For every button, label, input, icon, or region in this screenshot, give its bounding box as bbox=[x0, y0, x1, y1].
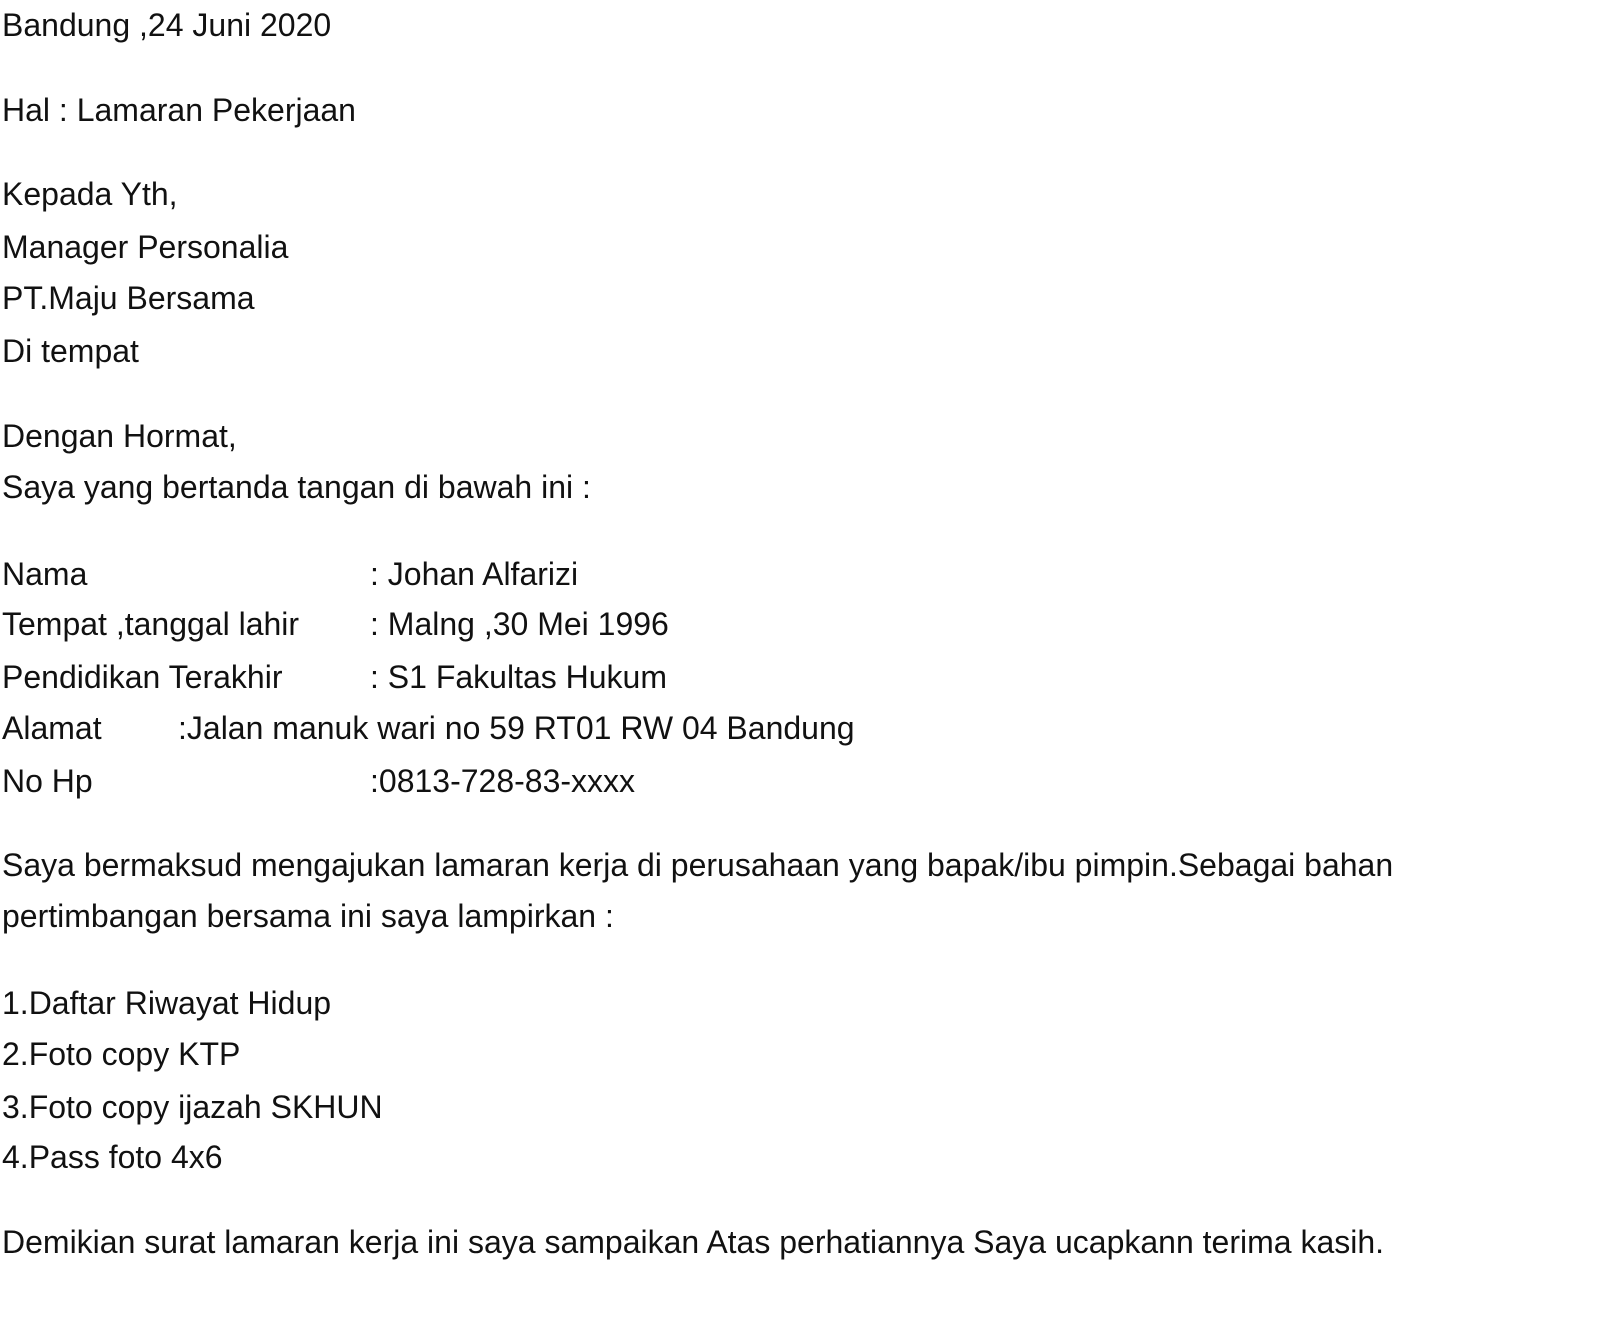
greeting: Dengan Hormat, bbox=[2, 418, 237, 454]
recipient-position: Manager Personalia bbox=[2, 229, 289, 265]
recipient-salutation: Kepada Yth, bbox=[2, 176, 178, 212]
list-item: 2.Foto copy KTP bbox=[2, 1036, 241, 1072]
field-label-alamat: Alamat bbox=[2, 710, 102, 746]
field-value-nama: : Johan Alfarizi bbox=[370, 556, 579, 592]
field-value-alamat: :Jalan manuk wari no 59 RT01 RW 04 Bandung bbox=[178, 710, 855, 746]
date-line: Bandung ,24 Juni 2020 bbox=[2, 7, 332, 43]
body-paragraph-line-2: pertimbangan bersama ini saya lampirkan : bbox=[2, 898, 614, 934]
field-label-pendidikan: Pendidikan Terakhir bbox=[2, 659, 283, 695]
recipient-place: Di tempat bbox=[2, 333, 139, 369]
field-value-pendidikan: : S1 Fakultas Hukum bbox=[370, 659, 667, 695]
field-value-nohp: :0813-728-83-xxxx bbox=[370, 763, 636, 799]
field-value-ttl: : Malng ,30 Mei 1996 bbox=[370, 606, 669, 642]
list-item: 3.Foto copy ijazah SKHUN bbox=[2, 1089, 383, 1125]
intro-line: Saya yang bertanda tangan di bawah ini : bbox=[2, 469, 591, 505]
subject-line: Hal : Lamaran Pekerjaan bbox=[2, 92, 356, 128]
field-label-nohp: No Hp bbox=[2, 763, 93, 799]
recipient-company: PT.Maju Bersama bbox=[2, 280, 255, 316]
list-item: 1.Daftar Riwayat Hidup bbox=[2, 985, 332, 1021]
field-label-ttl: Tempat ,tanggal lahir bbox=[2, 606, 300, 642]
body-paragraph-line-1: Saya bermaksud mengajukan lamaran kerja di perusahaan yang bapak/ibu pimpin.Sebagai bahan bbox=[2, 847, 1394, 883]
list-item: 4.Pass foto 4x6 bbox=[2, 1139, 223, 1175]
closing-line: Demikian surat lamaran kerja ini saya sampaikan Atas perhatiannya Saya ucapkann terima kasih. bbox=[2, 1224, 1385, 1260]
field-label-nama: Nama bbox=[2, 556, 88, 592]
